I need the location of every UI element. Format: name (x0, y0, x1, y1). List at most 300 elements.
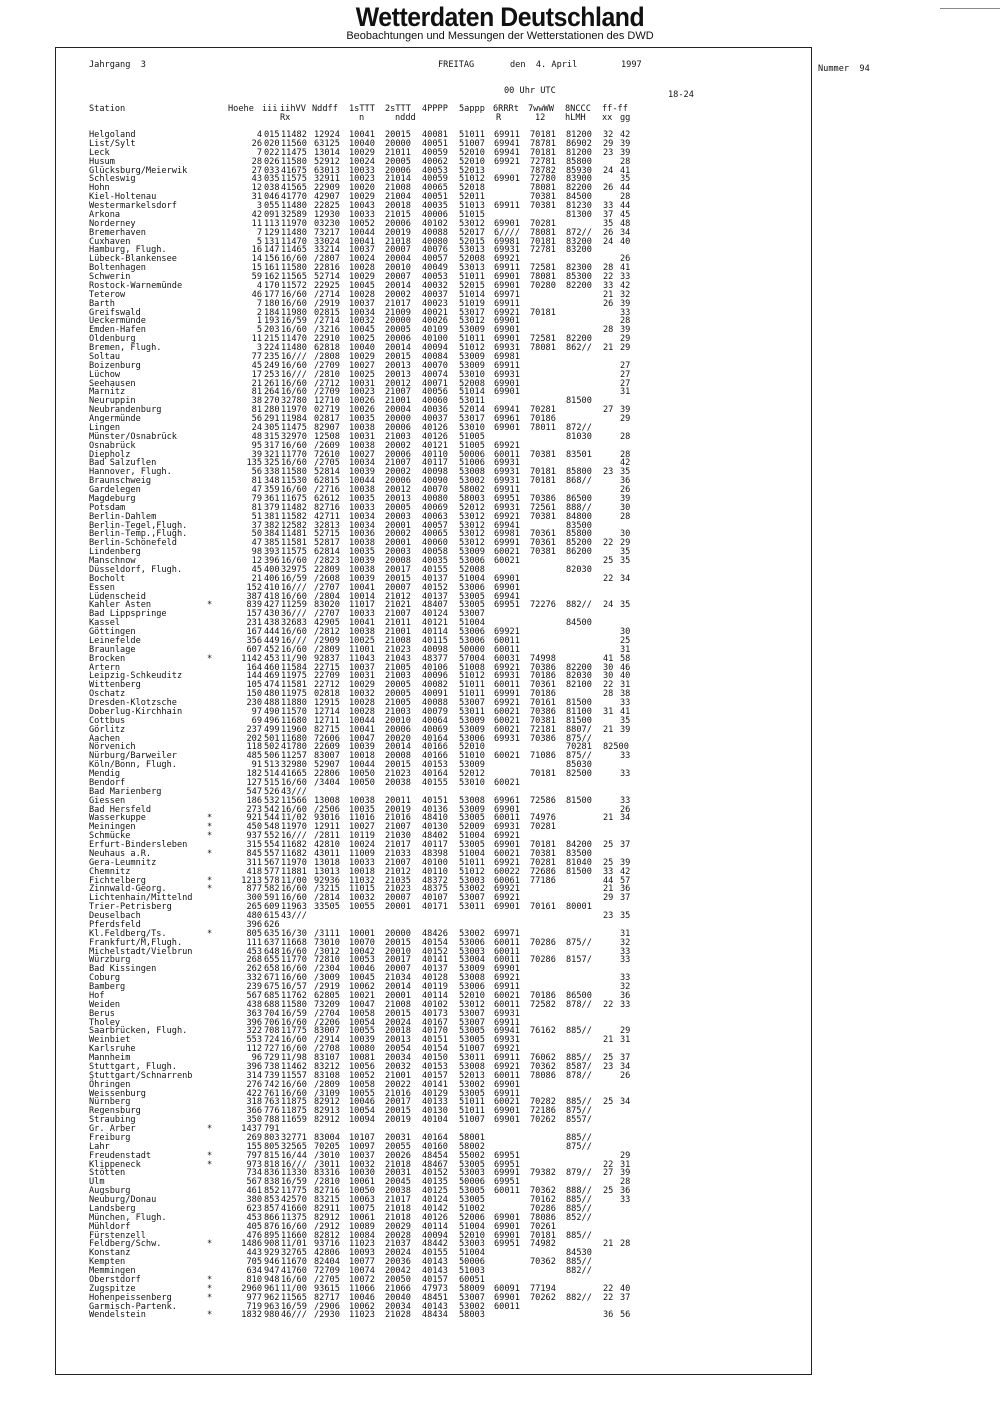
cell-8nccc: 81500 (566, 866, 592, 877)
cell-1sttt: 10029 (349, 147, 375, 158)
cell-8nccc: 82030 (566, 564, 592, 575)
cell-ff2: 36 (620, 1186, 631, 1197)
cell-iihvv: 16/60 (281, 1221, 307, 1232)
station-name: Glücksburg/Meierwik (89, 165, 188, 176)
cell-iii: 526 (264, 786, 280, 797)
cell-8nccc: 868// (566, 476, 592, 487)
cell-5appp: 50006 (459, 1177, 485, 1188)
cell-hoehe: 97 (251, 706, 262, 717)
station-name: Rostock-Warnemünde (89, 280, 183, 291)
cell-6rrrt: 60031 (494, 653, 520, 664)
station-name: Leipzig-Schkeuditz (89, 671, 183, 682)
cell-6rrrt: 69901 (494, 1230, 520, 1241)
station-name: Wendelstein (89, 1310, 146, 1321)
station-name: Ueckermünde (89, 316, 146, 327)
cell-nddff: 13014 (314, 147, 340, 158)
cell-1sttt: 10035 (349, 414, 375, 424)
cell-1sttt: 10038 (349, 795, 375, 806)
cell-4pppp: 40049 (422, 263, 448, 274)
cell-hoehe: 7 (256, 147, 262, 158)
cell-5appp: 53005 (459, 1088, 485, 1099)
cell-nddff: 13008 (314, 795, 340, 806)
cell-iii: 361 (264, 493, 280, 504)
cell-8nccc: 86902 (566, 138, 592, 149)
cell-hoehe: 480 (246, 911, 262, 921)
col-7wwww: 7wwWW (528, 104, 554, 114)
cell-ff2: 34 (620, 1061, 631, 1072)
cell-ff2: 41 (620, 263, 631, 274)
cell-2sttt: 20054 (385, 1044, 411, 1055)
cell-1sttt: 10034 (349, 307, 375, 318)
cell-iii: 515 (264, 777, 280, 788)
cell-hoehe: 553 (246, 1035, 262, 1046)
cell-iihvv: 11/00 (281, 875, 307, 886)
cell-8nccc: 82200 (566, 662, 592, 673)
cell-4pppp: 40069 (422, 724, 448, 735)
cell-6rrrt: 69901 (494, 1115, 520, 1126)
cell-2sttt: 21023 (385, 644, 411, 655)
cell-nddff: 62805 (314, 990, 340, 1001)
cell-5appp: 53010 (459, 777, 485, 788)
station-name: Schmücke (89, 831, 131, 842)
cell-hoehe: 387 (246, 591, 262, 602)
cell-1sttt: 10038 (349, 538, 375, 549)
cell-iii: 418 (264, 591, 280, 602)
cell-ff2: 28 (620, 431, 631, 442)
cell-5appp: 51005 (459, 431, 485, 442)
cell-nddff: /3011 (314, 1159, 340, 1170)
station-name: Lüchow (89, 369, 121, 380)
cell-nddff: 62815 (314, 476, 340, 487)
cell-iihvv: 11566 (281, 795, 307, 806)
cell-4pppp: 40141 (422, 955, 448, 966)
cell-ff2: 31 (620, 1159, 631, 1170)
issue-number: Nummer 94 (818, 64, 870, 74)
cell-nddff: 82717 (314, 1292, 340, 1303)
cell-4pppp: 40166 (422, 751, 448, 762)
cell-iii: 552 (264, 831, 280, 842)
cell-ff2: 35 (620, 467, 631, 478)
cell-iihvv: 43/// (281, 786, 307, 797)
cell-iihvv: 11465 (281, 245, 307, 256)
cell-5appp: 53008 (459, 973, 485, 984)
cell-1sttt: 10058 (349, 1079, 375, 1090)
cell-5appp: 52013 (459, 165, 485, 176)
cell-ff2: 39 (620, 493, 631, 504)
cell-hoehe: 453 (246, 1212, 262, 1223)
cell-5appp: 51012 (459, 174, 485, 185)
cell-ff1: 21 (603, 884, 614, 895)
cell-nddff: 13018 (314, 857, 340, 868)
cell-5appp: 51015 (459, 209, 485, 220)
cell-ff2: 39 (620, 724, 631, 735)
cell-5appp: 53012 (459, 520, 485, 531)
station-name: Oldenburg (89, 334, 136, 345)
cell-7wwww: 77186 (530, 875, 556, 886)
cell-6rrrt: 69901 (494, 573, 520, 584)
cell-iii: 393 (264, 547, 280, 558)
cell-hoehe: 127 (246, 777, 262, 788)
cell-hoehe: 164 (246, 662, 262, 673)
cell-ff2: 33 (620, 769, 631, 779)
cell-6rrrt: 69901 (494, 1292, 520, 1303)
cell-iii: 738 (264, 1061, 280, 1072)
cell-4pppp: 40076 (422, 245, 448, 256)
cell-2sttt: 20017 (385, 955, 411, 966)
cell-nddff: 82716 (314, 502, 340, 513)
cell-5appp: 51012 (459, 671, 485, 682)
cell-6rrrt: 60021 (494, 777, 520, 788)
cell-iii: 162 (264, 272, 280, 282)
cell-iihvv: 41770 (281, 192, 307, 203)
cell-hoehe: 14 (251, 254, 262, 265)
cell-ff2: 33 (620, 955, 631, 966)
cell-2sttt: 20002 (385, 529, 411, 540)
cell-nddff: 93716 (314, 1239, 340, 1250)
cell-4pppp: 40133 (422, 1097, 448, 1108)
cell-5appp: 52006 (459, 1212, 485, 1223)
cell-2sttt: 20014 (385, 280, 411, 291)
station-name: Soltau (89, 351, 121, 362)
cell-4pppp: 40065 (422, 529, 448, 540)
cell-5appp: 53010 (459, 422, 485, 433)
cell-iihvv: 16/60 (281, 1088, 307, 1099)
cell-iii: 161 (264, 263, 280, 274)
cell-nddff: 02719 (314, 405, 340, 416)
cell-6rrrt: 69911 (494, 485, 520, 495)
cell-iii: 249 (264, 360, 280, 371)
cell-5appp: 55002 (459, 1150, 485, 1161)
cell-ff2: 33 (620, 698, 631, 708)
cell-hoehe: 21 (251, 573, 262, 584)
col-nddff: Nddff (312, 104, 338, 114)
cell-5appp: 53011 (459, 396, 485, 407)
cell-6rrrt: 69901 (494, 804, 520, 815)
cell-4pppp: 40102 (422, 999, 448, 1010)
cell-4pppp: 40037 (422, 414, 448, 424)
cell-8nccc: 81500 (566, 698, 592, 708)
cell-hoehe: 91 (251, 760, 262, 771)
cell-iihvv: 16/60 (281, 964, 307, 975)
cell-iii: 026 (264, 156, 280, 167)
cell-2sttt: 21007 (385, 857, 411, 868)
cell-hoehe: 262 (246, 964, 262, 975)
cell-iii: 496 (264, 715, 280, 726)
cell-7wwww: 70282 (530, 1097, 556, 1108)
cell-5appp: 50006 (459, 449, 485, 460)
cell-ff2: 42 (620, 458, 631, 469)
cell-ff2: 29 (620, 1026, 631, 1037)
cell-hoehe: 937 (246, 831, 262, 842)
cell-hoehe: 230 (246, 698, 262, 708)
cell-6rrrt: 69931 (494, 369, 520, 380)
cell-2sttt: 21007 (385, 822, 411, 833)
station-name: Mühldorf (89, 1221, 131, 1232)
cell-4pppp: 40126 (422, 1212, 448, 1223)
cell-8nccc: 86500 (566, 493, 592, 504)
cell-7wwww: 72581 (530, 263, 556, 274)
cell-iii: 532 (264, 795, 280, 806)
cell-2sttt: 21001 (385, 627, 411, 637)
cell-iihvv: 16/60 (281, 1079, 307, 1090)
cell-2sttt: 21030 (385, 831, 411, 842)
cell-4pppp: 40051 (422, 192, 448, 203)
cell-2sttt: 20029 (385, 1221, 411, 1232)
cell-8nccc: 81200 (566, 130, 592, 140)
cell-8nccc: 875// (566, 937, 592, 948)
cell-1sttt: 10025 (349, 334, 375, 345)
cell-2sttt: 20001 (385, 990, 411, 1001)
cell-8nccc: 85800 (566, 529, 592, 540)
mountain-station-marker: * (207, 1292, 213, 1303)
cell-nddff: 22925 (314, 280, 340, 291)
cell-iii: 261 (264, 378, 280, 389)
cell-5appp: 53005 (459, 1026, 485, 1037)
station-name: Oschatz (89, 689, 126, 700)
cell-ff1: 21 (603, 343, 614, 353)
cell-8nccc: 83501 (566, 449, 592, 460)
cell-iii: 480 (264, 689, 280, 700)
cell-1sttt: 10039 (349, 467, 375, 478)
station-name: Stuttgart, Flugh. (89, 1061, 177, 1072)
cell-hoehe: 111 (246, 937, 262, 948)
cell-2sttt: 20007 (385, 272, 411, 282)
cell-hoehe: 4 (256, 280, 262, 291)
cell-iihvv: 11970 (281, 218, 307, 229)
cell-1sttt: 10089 (349, 1221, 375, 1232)
cell-6rrrt: 69921 (494, 831, 520, 842)
cell-1sttt: 10020 (349, 183, 375, 194)
cell-5appp: 53003 (459, 1168, 485, 1179)
cell-hoehe: 26 (251, 138, 262, 149)
cell-ff2: 33 (620, 1195, 631, 1205)
cell-1sttt: 10026 (349, 396, 375, 407)
cell-hoehe: 547 (246, 786, 262, 797)
cell-6rrrt: 69951 (494, 1177, 520, 1188)
cell-5appp: 50000 (459, 644, 485, 655)
cell-iihvv: 11682 (281, 848, 307, 859)
station-name: Angermünde (89, 414, 141, 424)
cell-hoehe: 315 (246, 840, 262, 850)
cell-4pppp: 40136 (422, 804, 448, 815)
cell-ff2: 31 (620, 928, 631, 939)
cell-iihvv: 11482 (281, 502, 307, 513)
cell-iihvv: 32565 (281, 1141, 307, 1152)
cell-6rrrt: 60011 (494, 644, 520, 655)
cell-5appp: 53009 (459, 724, 485, 735)
cell-1sttt: 10028 (349, 289, 375, 300)
cell-1sttt: 10050 (349, 769, 375, 779)
cell-8nccc: 8557/ (566, 1115, 592, 1126)
cell-ff1: 23 (603, 911, 614, 921)
cell-4pppp: 40117 (422, 840, 448, 850)
cell-2sttt: 20007 (385, 245, 411, 256)
cell-2sttt: 21035 (385, 875, 411, 886)
year-label: 1997 (621, 60, 642, 70)
cell-7wwww: 70181 (530, 840, 556, 850)
cell-7wwww: 70181 (530, 147, 556, 158)
cell-5appp: 53004 (459, 955, 485, 966)
cell-nddff: 83215 (314, 1195, 340, 1205)
cell-iihvv: 41660 (281, 1203, 307, 1214)
station-name: Potsdam (89, 502, 126, 513)
cell-1sttt: 10034 (349, 511, 375, 522)
cell-1sttt: 10062 (349, 1301, 375, 1312)
cell-7wwww: 74982 (530, 1239, 556, 1250)
station-name: Westermarkelsdorf (89, 201, 177, 211)
cell-8nccc: 872// (566, 422, 592, 433)
cell-nddff: 32813 (314, 520, 340, 531)
cell-2sttt: 20015 (385, 760, 411, 771)
cell-2sttt: 20034 (385, 1053, 411, 1063)
cell-iihvv: 16/// (281, 369, 307, 380)
cell-ff2: 28 (620, 1177, 631, 1188)
cell-4pppp: 40070 (422, 360, 448, 371)
cell-ff2: 57 (620, 875, 631, 886)
cell-ff2: 33 (620, 946, 631, 957)
cell-iii: 410 (264, 582, 280, 593)
cell-1sttt: 10077 (349, 1257, 375, 1268)
cell-ff2: 39 (620, 147, 631, 158)
station-name: Düsseldorf, Flugh. (89, 564, 183, 575)
cell-iihvv: 11481 (281, 529, 307, 540)
cell-iii: 317 (264, 440, 280, 451)
cell-iii: 513 (264, 760, 280, 771)
cell-4pppp: 40128 (422, 973, 448, 984)
cell-2sttt: 21001 (385, 396, 411, 407)
cell-ff1: 41 (603, 653, 614, 664)
cell-2sttt: 20006 (385, 476, 411, 487)
cell-iii: 655 (264, 955, 280, 966)
station-name: Norderney (89, 218, 136, 229)
cell-iihvv: 11668 (281, 937, 307, 948)
cell-1sttt: 10042 (349, 946, 375, 957)
cell-iihvv: 16/60 (281, 884, 307, 895)
cell-2sttt: 20014 (385, 982, 411, 992)
cell-8nccc: 882// (566, 1292, 592, 1303)
cell-6rrrt: 69921 (494, 156, 520, 167)
cell-ff2: 27 (620, 369, 631, 380)
station-name: Kassel (89, 618, 121, 629)
cell-iii: 578 (264, 875, 280, 886)
cell-nddff: 12915 (314, 698, 340, 708)
cell-2sttt: 20013 (385, 360, 411, 371)
cell-5appp: 53003 (459, 946, 485, 957)
cell-ff2: 39 (620, 298, 631, 309)
cell-2sttt: 21018 (385, 1212, 411, 1223)
station-name: Coburg (89, 973, 121, 984)
cell-hoehe: 98 (251, 547, 262, 558)
cell-2sttt: 20005 (385, 325, 411, 336)
cell-2sttt: 20005 (385, 689, 411, 700)
cell-2sttt: 20022 (385, 1079, 411, 1090)
cell-hoehe: 7 (256, 227, 262, 238)
cell-4pppp: 40135 (422, 1177, 448, 1188)
cell-4pppp: 40023 (422, 298, 448, 309)
cell-4pppp: 48434 (422, 1310, 448, 1321)
cell-iihvv: 11/98 (281, 1053, 307, 1063)
cell-1sttt: 10032 (349, 689, 375, 700)
cell-nddff: 73217 (314, 227, 340, 238)
cell-hoehe: 79 (251, 493, 262, 504)
cell-4pppp: 48407 (422, 600, 448, 611)
station-name: Aachen (89, 733, 121, 744)
cell-nddff: /2609 (314, 440, 340, 451)
cell-1sttt: 10038 (349, 627, 375, 637)
cell-ff2: 58 (620, 653, 631, 664)
cell-iii: 321 (264, 449, 280, 460)
cell-nddff: 42905 (314, 618, 340, 629)
station-name: Boltenhagen (89, 263, 146, 274)
cell-6rrrt: 60011 (494, 1186, 520, 1197)
cell-nddff: 12711 (314, 715, 340, 726)
cell-4pppp: 40171 (422, 902, 448, 913)
cell-iii: 866 (264, 1212, 280, 1223)
cell-hoehe: 805 (246, 928, 262, 939)
cell-hoehe: 48 (251, 431, 262, 442)
cell-iihvv: 32980 (281, 760, 307, 771)
station-name: Lichtenhain/Mittelnd (89, 893, 193, 904)
cell-5appp: 58003 (459, 493, 485, 504)
cell-1sttt: 10032 (349, 893, 375, 904)
cell-2sttt: 20012 (385, 485, 411, 495)
cell-1sttt: 10047 (349, 999, 375, 1010)
cell-ff2: 28 (620, 316, 631, 327)
cell-4pppp: 40150 (422, 1053, 448, 1063)
cell-ff2: 35 (620, 556, 631, 566)
cell-5appp: 53008 (459, 467, 485, 478)
station-name: Fürstenzell (89, 1230, 146, 1241)
station-name: Bad Lippspringe (89, 609, 167, 620)
cell-iii: 338 (264, 467, 280, 478)
station-name: Karlsruhe (89, 1044, 136, 1055)
cell-iihvv: 11575 (281, 547, 307, 558)
cell-7wwww: 70361 (530, 538, 556, 549)
cell-iii: 818 (264, 1159, 280, 1170)
cell-1sttt: 10024 (349, 840, 375, 850)
station-name: Memmingen (89, 1266, 136, 1276)
cell-7wwww: 72586 (530, 795, 556, 806)
cell-6rrrt: 69901 (494, 316, 520, 327)
cell-hoehe: 12 (251, 556, 262, 566)
cell-nddff: 82912 (314, 1115, 340, 1126)
cell-2sttt: 20055 (385, 1141, 411, 1152)
cell-hoehe: 37 (251, 520, 262, 531)
cell-iihvv: 11762 (281, 990, 307, 1001)
cell-hoehe: 81 (251, 502, 262, 513)
cell-6rrrt: 69941 (494, 520, 520, 531)
mountain-station-marker: * (207, 848, 213, 859)
cell-hoehe: 28 (251, 156, 262, 167)
cell-5appp: 52010 (459, 156, 485, 167)
station-name: Kempten (89, 1257, 126, 1268)
cell-2sttt: 20024 (385, 1248, 411, 1259)
cell-5appp: 58003 (459, 1310, 485, 1321)
cell-ff1: 28 (603, 263, 614, 274)
cell-iihvv: 11565 (281, 1292, 307, 1303)
cell-nddff: /3009 (314, 973, 340, 984)
cell-6rrrt: 69971 (494, 928, 520, 939)
cell-1sttt: 10035 (349, 804, 375, 815)
cell-7wwww: 70286 (530, 955, 556, 966)
cell-2sttt: 21021 (385, 600, 411, 611)
cell-5appp: 58001 (459, 1132, 485, 1143)
cell-6rrrt: 69961 (494, 795, 520, 806)
cell-4pppp: 40110 (422, 866, 448, 877)
cell-5appp: 53005 (459, 600, 485, 611)
cell-ff2: 45 (620, 209, 631, 220)
cell-iii: 147 (264, 245, 280, 256)
